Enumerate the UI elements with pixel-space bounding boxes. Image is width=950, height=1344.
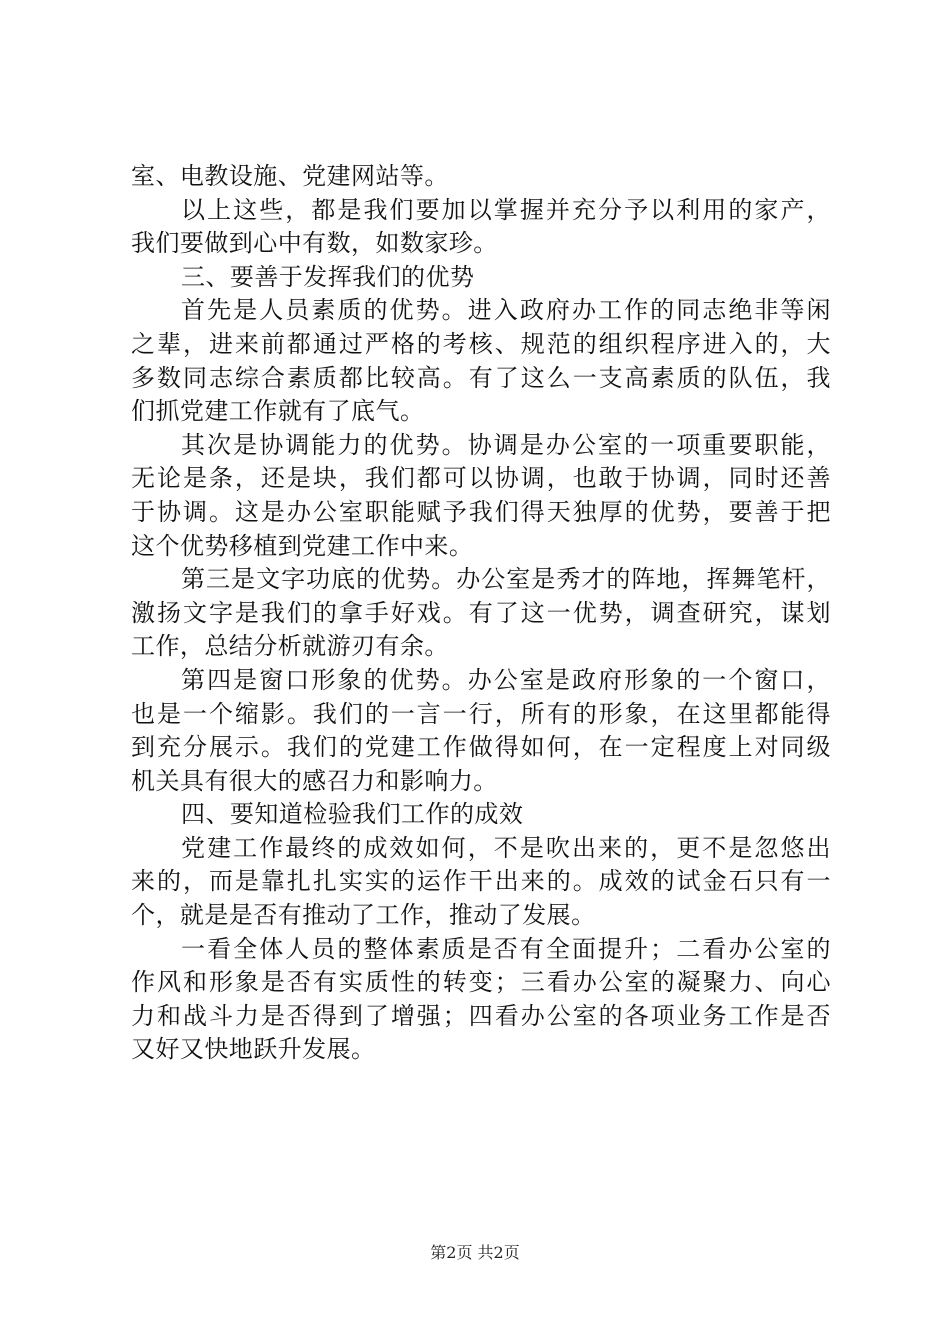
text-line: 第三是文字功底的优势。办公室是秀才的阵地，挥舞笔杆， xyxy=(181,565,831,594)
text-line: 第四是窗口形象的优势。办公室是政府形象的一个窗口， xyxy=(181,665,831,694)
text-line: 之辈，进来前都通过严格的考核、规范的组织程序进入的，大 xyxy=(131,329,831,358)
text-line: 我们要做到心中有数，如数家珍。 xyxy=(131,229,498,258)
text-line: 又好又快地跃升发展。 xyxy=(131,1035,376,1064)
text-line: 来的，而是靠扎扎实实的运作干出来的。成效的试金石只有一 xyxy=(131,867,831,896)
text-line: 个，就是是否有推动了工作，推动了发展。 xyxy=(131,901,596,930)
text-line: 其次是协调能力的优势。协调是办公室的一项重要职能， xyxy=(181,430,831,459)
text-line: 一看全体人员的整体素质是否有全面提升；二看办公室的 xyxy=(181,934,831,963)
text-line: 首先是人员素质的优势。进入政府办工作的同志绝非等闲 xyxy=(181,296,831,325)
text-line: 室、电教设施、党建网站等。 xyxy=(131,162,449,190)
document-body xyxy=(131,160,831,1067)
section-heading: 三、要善于发挥我们的优势 xyxy=(181,262,475,291)
page-number: 第2页 共2页 xyxy=(430,1243,520,1262)
text-line: 于协调。这是办公室职能赋予我们得天独厚的优势，要善于把 xyxy=(131,497,831,526)
text-line: 以上这些，都是我们要加以掌握并充分予以利用的家产， xyxy=(181,195,831,224)
text-line: 到充分展示。我们的党建工作做得如何，在一定程度上对同级 xyxy=(131,733,831,762)
text-line: 力和战斗力是否得到了增强；四看办公室的各项业务工作是否 xyxy=(131,1001,831,1030)
text-line: 们抓党建工作就有了底气。 xyxy=(131,397,425,426)
text-line: 多数同志综合素质都比较高。有了这么一支高素质的队伍，我 xyxy=(131,363,831,392)
text-line: 机关具有很大的感召力和影响力。 xyxy=(131,766,498,795)
text-line: 作风和形象是否有实质性的转变；三看办公室的凝聚力、向心 xyxy=(131,968,831,997)
text-line: 激扬文字是我们的拿手好戏。有了这一优势，调查研究，谋划 xyxy=(131,598,831,627)
section-heading: 四、要知道检验我们工作的成效 xyxy=(181,800,524,829)
text-line: 无论是条，还是块，我们都可以协调，也敢于协调，同时还善 xyxy=(131,464,831,493)
text-line: 也是一个缩影。我们的一言一行，所有的形象，在这里都能得 xyxy=(131,699,831,728)
text-line: 工作，总结分析就游刃有余。 xyxy=(131,632,449,661)
page-footer xyxy=(0,1242,950,1264)
text-line: 党建工作最终的成效如何，不是吹出来的，更不是忽悠出 xyxy=(181,833,831,862)
text-line: 这个优势移植到党建工作中来。 xyxy=(131,531,474,560)
